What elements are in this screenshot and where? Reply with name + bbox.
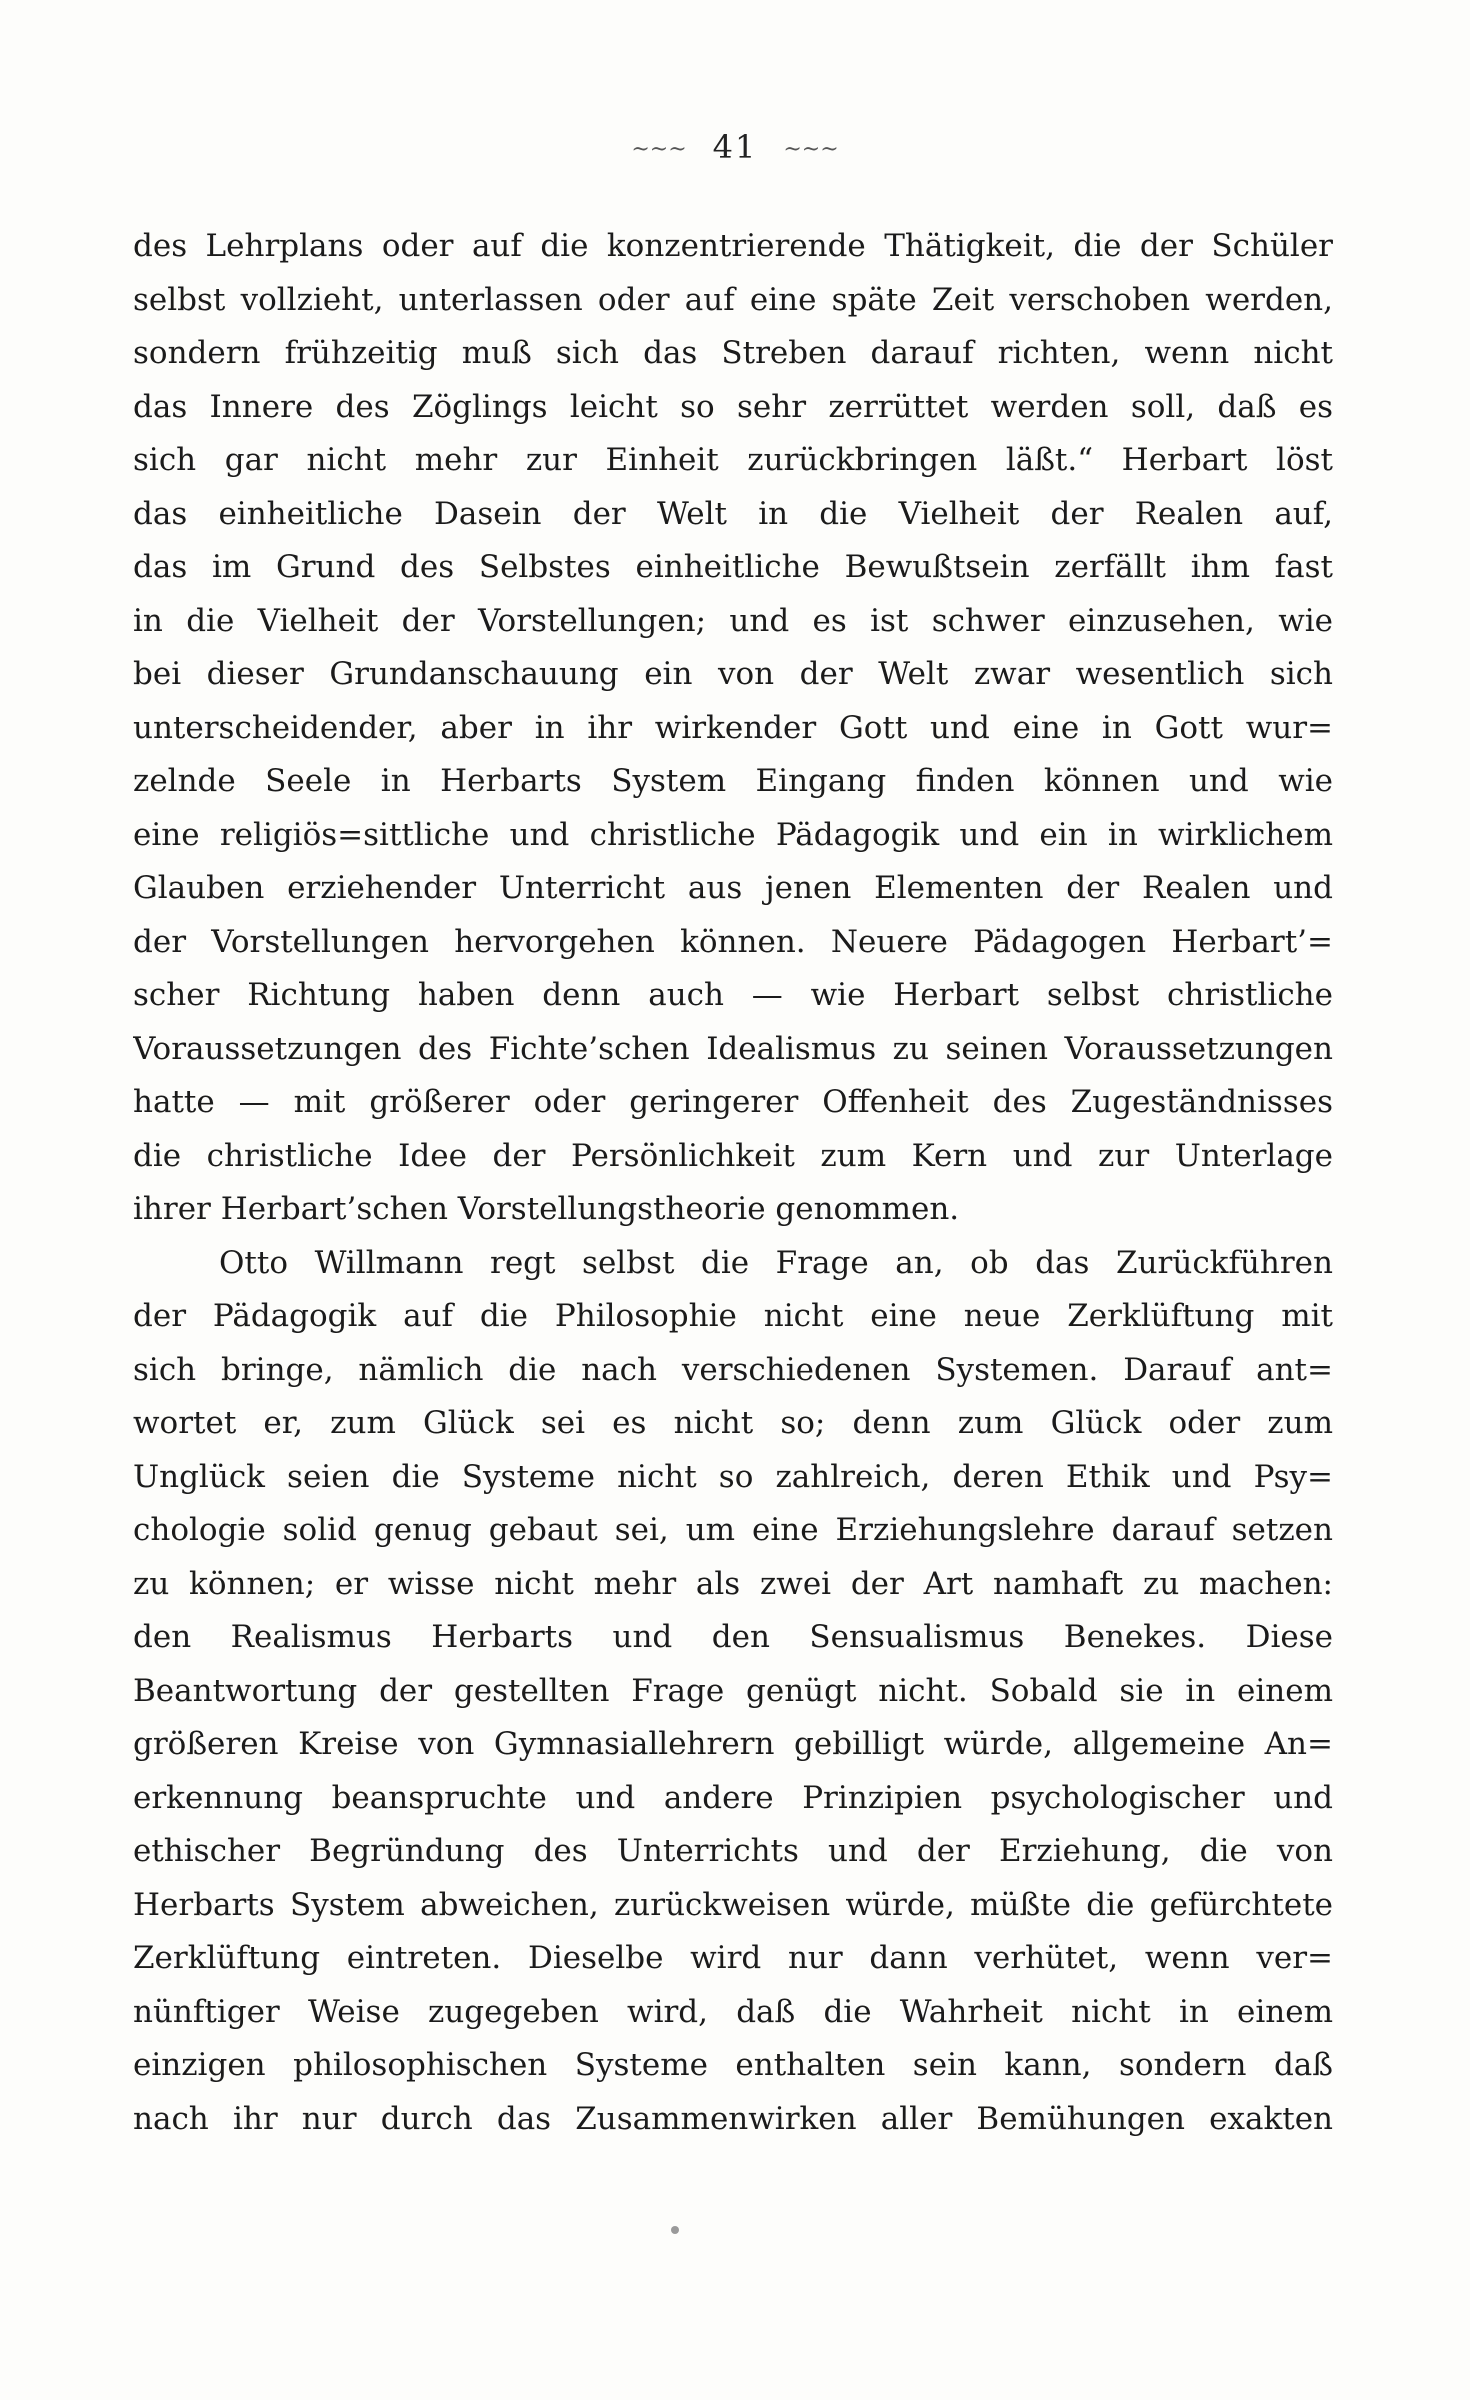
text-line: die christliche Idee der Persönlichkeit zum Kern und zur Unterlage (133, 1137, 1333, 1174)
page-number: 41 (712, 128, 758, 166)
ornament-left: ~~~ (631, 137, 687, 162)
text-line: nach ihr nur durch das Zusammenwirken aller Bemühungen exakten (133, 2100, 1333, 2137)
paragraph-2 (133, 1237, 1333, 2147)
text-line: ethischer Begründung des Unterrichts und der Erziehung, die von (133, 1833, 1333, 1869)
text-line: hatte — mit größerer oder geringerer Offenheit des Zugeständnisses (133, 1084, 1333, 1120)
text-line: in die Vielheit der Vorstellungen; und es ist schwer einzusehen, wie (133, 602, 1333, 639)
body-text (133, 220, 1333, 2146)
text-line: unterscheidender, aber in ihr wirkender Gott und eine in Gott wur= (133, 709, 1333, 746)
text-line: zelnde Seele in Herbarts System Eingang finden können und wie (133, 763, 1333, 799)
text-line: selbst vollzieht, unterlassen oder auf eine späte Zeit verschoben werden, (133, 281, 1333, 318)
text-line: Glauben erziehender Unterricht aus jenen Elementen der Realen und (133, 870, 1333, 906)
text-line: den Realismus Herbarts und den Sensualismus Benekes. Diese (133, 1619, 1333, 1655)
text-line: Zerklüftung eintreten. Dieselbe wird nur dann verhütet, wenn ver= (133, 1940, 1333, 1976)
text-line: sich gar nicht mehr zur Einheit zurückbringen läßt.“ Herbart löst (133, 442, 1333, 478)
text-line: Unglück seien die Systeme nicht so zahlreich, deren Ethik und Psy= (133, 1458, 1333, 1495)
text-line: sich bringe, nämlich die nach verschiedenen Systemen. Darauf ant= (133, 1351, 1333, 1388)
text-line: das einheitliche Dasein der Welt in die Vielheit der Realen auf, (133, 495, 1333, 532)
text-line: einzigen philosophischen Systeme enthalten sein kann, sondern daß (133, 2047, 1333, 2083)
text-line: der Pädagogik auf die Philosophie nicht eine neue Zerklüftung mit (133, 1298, 1333, 1334)
text-line: erkennung beanspruchte und andere Prinzipien psychologischer und (133, 1779, 1333, 1816)
text-line: das Innere des Zöglings leicht so sehr zerrüttet werden soll, daß es (133, 388, 1333, 425)
paper-speck (671, 2226, 679, 2234)
text-line: eine religiös=sittliche und christliche Pädagogik und ein in wirklichem (133, 816, 1333, 853)
text-line: Herbarts System abweichen, zurückweisen würde, müßte die gefürchtete (133, 1886, 1333, 1923)
text-line: wortet er, zum Glück sei es nicht so; denn zum Glück oder zum (133, 1405, 1333, 1441)
page-header (0, 128, 1470, 166)
text-line: bei dieser Grundanschauung ein von der Welt zwar wesentlich sich (133, 656, 1333, 692)
text-line: der Vorstellungen hervorgehen können. Neuere Pädagogen Herbart’= (133, 923, 1333, 960)
ornament-right: ~~~ (783, 137, 839, 162)
text-line: chologie solid genug gebaut sei, um eine Erziehungslehre darauf setzen (133, 1512, 1333, 1548)
text-line: größeren Kreise von Gymnasiallehrern gebilligt würde, allgemeine An= (133, 1726, 1333, 1762)
text-line: das im Grund des Selbstes einheitliche Bewußtsein zerfällt ihm fast (133, 549, 1333, 585)
text-line: zu können; er wisse nicht mehr als zwei der Art namhaft zu machen: (133, 1565, 1333, 1602)
text-line: des Lehrplans oder auf die konzentrierende Thätigkeit, die der Schüler (133, 228, 1333, 264)
text-line: nünftiger Weise zugegeben wird, daß die Wahrheit nicht in einem (133, 1993, 1333, 2030)
paragraph-1 (133, 220, 1333, 1237)
text-line: Beantwortung der gestellten Frage genügt nicht. Sobald sie in einem (133, 1672, 1333, 1709)
text-line: ihrer Herbart’schen Vorstellungstheorie genommen. (133, 1191, 960, 1227)
text-line: Voraussetzungen des Fichte’schen Idealismus zu seinen Voraussetzungen (133, 1030, 1333, 1067)
text-line: Otto Willmann regt selbst die Frage an, ob das Zurückführen (219, 1244, 1333, 1281)
text-line: scher Richtung haben denn auch — wie Herbart selbst christliche (133, 977, 1333, 1013)
text-line: sondern frühzeitig muß sich das Streben darauf richten, wenn nicht (133, 335, 1333, 371)
